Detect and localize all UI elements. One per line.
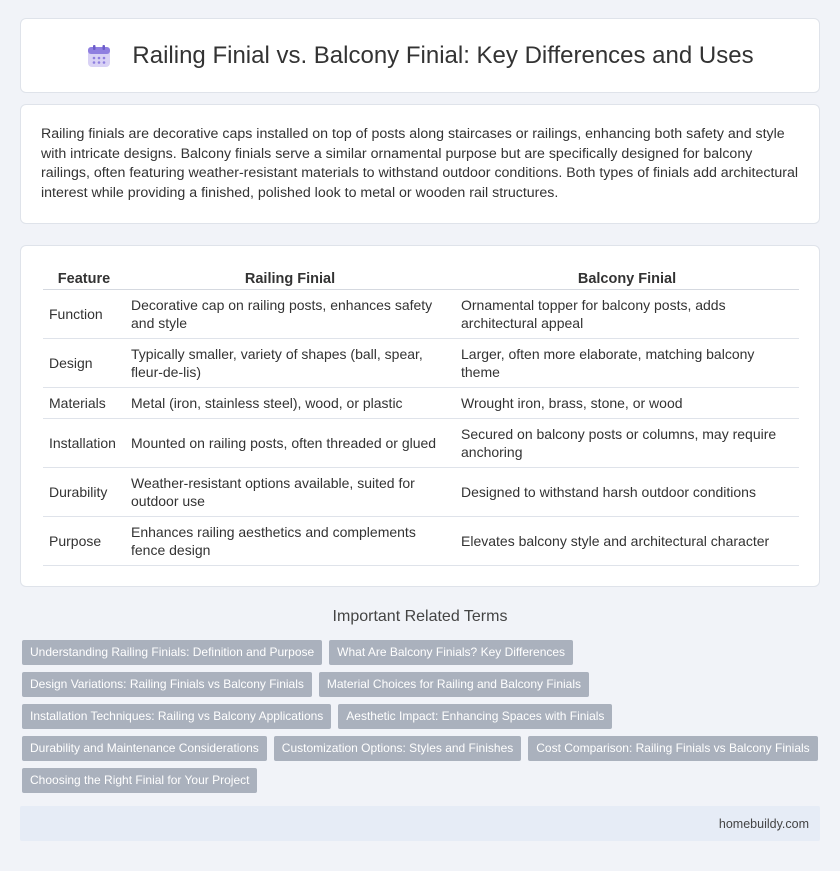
row-balcony: Designed to withstand harsh outdoor conditions [455, 468, 799, 517]
row-railing: Enhances railing aesthetics and complements fence design [125, 517, 455, 566]
row-feature: Durability [43, 468, 125, 517]
related-tag[interactable]: What Are Balcony Finials? Key Differences [329, 640, 573, 665]
table-row [43, 517, 799, 566]
row-railing: Mounted on railing posts, often threaded or glued [125, 419, 455, 468]
row-balcony: Elevates balcony style and architectural character [455, 517, 799, 566]
row-balcony: Wrought iron, brass, stone, or wood [455, 388, 799, 419]
header-balcony-finial: Balcony Finial [455, 266, 799, 290]
table-row [43, 290, 799, 339]
row-balcony: Ornamental topper for balcony posts, adds architectural appeal [455, 290, 799, 339]
page-title: Railing Finial vs. Balcony Finial: Key Differences and Uses [132, 41, 754, 69]
header-railing-finial: Railing Finial [125, 266, 455, 290]
intro-card [20, 104, 820, 224]
related-tag[interactable]: Cost Comparison: Railing Finials vs Balcony Finials [528, 736, 817, 761]
table-row [43, 339, 799, 388]
related-tag[interactable]: Aesthetic Impact: Enhancing Spaces with Finials [338, 704, 612, 729]
related-tag[interactable]: Durability and Maintenance Considerations [22, 736, 267, 761]
related-tag[interactable]: Design Variations: Railing Finials vs Balcony Finials [22, 672, 312, 697]
comparison-table [43, 266, 799, 566]
related-tag[interactable]: Customization Options: Styles and Finishes [274, 736, 521, 761]
title-card [20, 18, 820, 93]
row-railing: Metal (iron, stainless steel), wood, or plastic [125, 388, 455, 419]
row-balcony: Larger, often more elaborate, matching balcony theme [455, 339, 799, 388]
row-feature: Materials [43, 388, 125, 419]
row-feature: Design [43, 339, 125, 388]
calendar-icon [86, 43, 112, 69]
footer [20, 806, 820, 841]
related-terms-tags [22, 640, 822, 800]
related-terms-title: Important Related Terms [332, 608, 508, 625]
table-header-row [43, 266, 799, 290]
row-feature: Purpose [43, 517, 125, 566]
row-balcony: Secured on balcony posts or columns, may require anchoring [455, 419, 799, 468]
table-row [43, 468, 799, 517]
intro-text: Railing finials are decorative caps installed on top of posts along staircases or railings, enhancing both safety and style with intricate designs. Balcony finials serve a similar ornamental purpose but are specifically designed for balcony railings, often featuring weather-resistant materials to withstand outdoor conditions. Both types of finials add architectural interest while providing a finished, polished look to metal or wooden rail structures. [41, 126, 799, 201]
comparison-table-card [20, 245, 820, 587]
table-row [43, 419, 799, 468]
header-feature: Feature [43, 266, 125, 290]
related-tag[interactable]: Choosing the Right Finial for Your Project [22, 768, 257, 793]
related-tag[interactable]: Understanding Railing Finials: Definition and Purpose [22, 640, 322, 665]
row-feature: Function [43, 290, 125, 339]
table-row [43, 388, 799, 419]
related-tag[interactable]: Installation Techniques: Railing vs Balcony Applications [22, 704, 331, 729]
related-tag[interactable]: Material Choices for Railing and Balcony Finials [319, 672, 589, 697]
footer-site-link[interactable]: homebuildy.com [718, 817, 809, 831]
row-railing: Decorative cap on railing posts, enhances safety and style [125, 290, 455, 339]
row-railing: Weather-resistant options available, suited for outdoor use [125, 468, 455, 517]
row-feature: Installation [43, 419, 125, 468]
row-railing: Typically smaller, variety of shapes (ball, spear, fleur-de-lis) [125, 339, 455, 388]
